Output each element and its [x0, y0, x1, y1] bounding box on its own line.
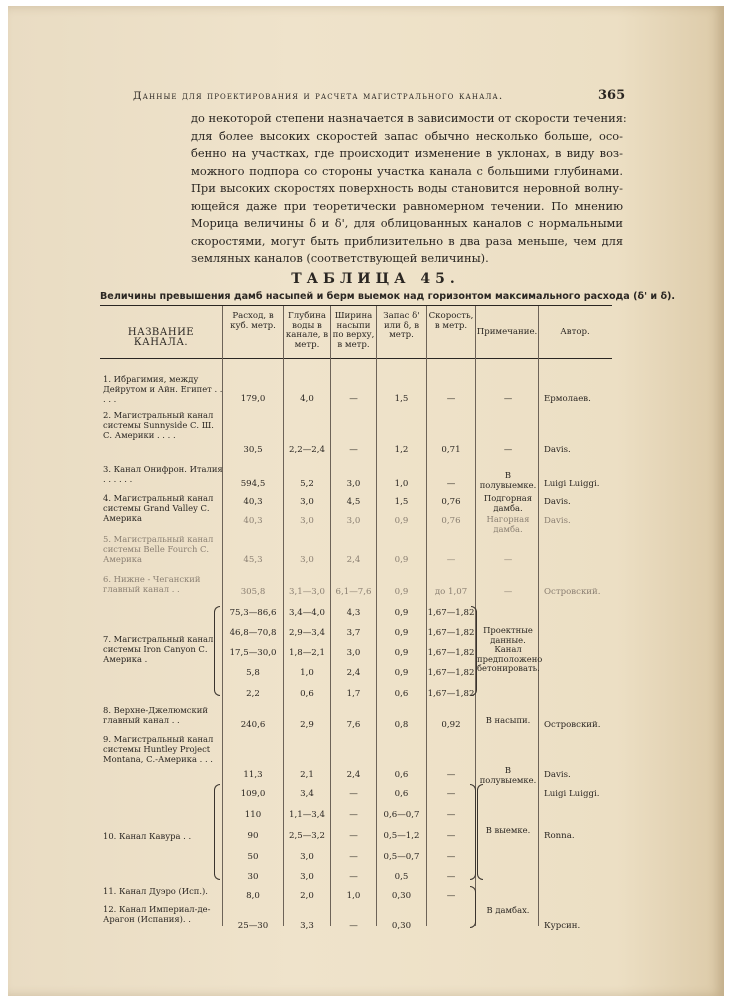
author-cell: Davis.	[544, 445, 571, 455]
page-number: 365	[598, 88, 626, 103]
freeboard-cell: 0,6	[394, 689, 409, 699]
freeboard-cell: 0,5—1,2	[383, 831, 420, 841]
width-cell: 3,0	[346, 648, 361, 658]
canal-name: 8. Верхне-Джелюмский главный канал . .	[103, 705, 208, 726]
velocity-cell: 1,67—1,82	[427, 608, 475, 618]
discharge-cell: 45,3	[243, 555, 263, 565]
freeboard-cell: 0,6—0,7	[383, 810, 420, 820]
velocity-cell: до 1,07	[434, 587, 468, 597]
header-velocity: Скорость, в метр.	[428, 311, 474, 331]
body-paragraph	[191, 110, 627, 268]
body-line: можного подпора со стороны участка канала с большими глубинами.	[191, 163, 623, 178]
velocity-cell: 0,71	[441, 445, 461, 455]
note-cell: Проектные данные. Канал предположено бетонировать.	[477, 625, 543, 674]
velocity-cell: 1,67—1,82	[427, 648, 475, 658]
depth-cell: 0,6	[300, 689, 314, 699]
row-group-brace	[214, 606, 220, 696]
body-line: скоростями, могут быть приблизительно в два раза меньше, чем для	[191, 233, 623, 248]
note-cell: В насыпи.	[485, 715, 531, 725]
velocity-cell: —	[446, 789, 456, 799]
depth-cell: 2,9—3,4	[289, 628, 325, 638]
depth-cell: 5,2	[300, 479, 314, 489]
velocity-cell: —	[446, 852, 456, 862]
width-cell: —	[349, 789, 358, 799]
depth-cell: 1,1—3,4	[289, 810, 325, 820]
header-note: Примечание.	[476, 327, 538, 337]
note-cell: В полувыемке.	[479, 470, 537, 490]
canal-name: 9. Магистральный канал системы Huntley Project Montana, С.-Америка . . .	[103, 734, 214, 765]
header-discharge: Расход, в куб. метр.	[230, 311, 276, 331]
table-title: ТАБЛИЦА 45.	[291, 271, 460, 287]
discharge-cell: 17,5—30,0	[229, 648, 277, 658]
body-line: ющейся даже при теоретически равномерном течении. По мнению	[191, 198, 623, 213]
freeboard-cell: 0,5	[394, 872, 409, 882]
width-cell: —	[349, 921, 358, 931]
freeboard-cell: 1,2	[394, 445, 409, 455]
width-cell: 7,6	[346, 720, 361, 730]
freeboard-cell: 0,9	[394, 648, 409, 658]
discharge-cell: 594,5	[240, 479, 266, 489]
freeboard-cell: 1,5	[394, 394, 409, 404]
discharge-cell: 11,3	[243, 770, 263, 780]
velocity-cell: —	[446, 770, 456, 780]
freeboard-cell: 0,9	[394, 608, 409, 618]
freeboard-cell: 0,6	[394, 770, 409, 780]
depth-cell: 3,0	[300, 872, 314, 882]
author-cell: Островский.	[544, 720, 601, 730]
author-cell: Ronna.	[544, 831, 575, 841]
body-line: до некоторой степени назначается в зависимости от скорости течения:	[191, 111, 627, 125]
width-cell: —	[349, 445, 358, 455]
depth-cell: 2,5—3,2	[289, 831, 325, 841]
depth-cell: 3,4	[300, 789, 314, 799]
freeboard-cell: 0,9	[394, 555, 409, 565]
row-group-brace	[477, 784, 483, 880]
freeboard-cell: 0,6	[394, 789, 409, 799]
author-cell: Davis.	[544, 516, 571, 526]
discharge-cell: 305,8	[240, 587, 266, 597]
author-cell: Курсин.	[544, 921, 581, 931]
freeboard-cell: 0,9	[394, 628, 409, 638]
width-cell: 2,4	[346, 555, 361, 565]
note-cell: В полувыемке.	[479, 765, 537, 785]
velocity-cell: 0,92	[441, 720, 461, 730]
depth-cell: 3,0	[300, 516, 314, 526]
note-cell: —	[503, 554, 513, 564]
velocity-cell: 0,76	[441, 497, 461, 507]
width-cell: 2,4	[346, 770, 361, 780]
depth-cell: 3,0	[300, 852, 314, 862]
width-cell: 2,4	[346, 668, 361, 678]
velocity-cell: 0,76	[441, 516, 461, 526]
discharge-cell: 2,2	[246, 689, 260, 699]
canal-name: 2. Магистральный канал системы Sunnyside С. Ш. С. Америки . . . .	[103, 410, 214, 441]
depth-cell: 3,4—4,0	[289, 608, 325, 618]
canal-name: 10. Канал Кавура . .	[103, 831, 192, 841]
note-cell: —	[503, 444, 513, 454]
freeboard-cell: 1,0	[394, 479, 409, 489]
table-header-rule	[100, 358, 612, 359]
depth-cell: 1,8—2,1	[289, 648, 325, 658]
body-line: для более высоких скоростей запас обычно несколько больше, осо-	[191, 128, 623, 143]
width-cell: —	[349, 852, 358, 862]
discharge-cell: 240,6	[240, 720, 266, 730]
author-cell: Luigi Luiggi.	[544, 479, 600, 489]
velocity-cell: —	[446, 872, 456, 882]
table-top-rule	[100, 305, 612, 306]
width-cell: —	[349, 831, 358, 841]
depth-cell: 3,1—3,0	[289, 587, 325, 597]
width-cell: 6,1—7,6	[335, 587, 372, 597]
width-cell: 1,7	[346, 689, 361, 699]
row-group-brace	[470, 784, 476, 880]
canal-name: 12. Канал Империал-де-Арагон (Испания). .	[103, 904, 211, 925]
discharge-cell: 40,3	[243, 497, 263, 507]
width-cell: 4,5	[346, 497, 361, 507]
note-cell: В дамбах.	[486, 905, 530, 915]
canal-name: 4. Магистральный канал системы Grand Valley С. Америка	[103, 493, 214, 524]
depth-cell: 1,0	[300, 668, 314, 678]
freeboard-cell: 0,30	[391, 891, 412, 901]
header-author: Автор.	[560, 327, 590, 337]
note-cell: —	[503, 586, 513, 596]
width-cell: —	[349, 872, 358, 882]
author-cell: Ермолаев.	[544, 394, 591, 404]
width-cell: —	[349, 394, 358, 404]
discharge-cell: 179,0	[240, 394, 266, 404]
discharge-cell: 109,0	[240, 789, 266, 799]
freeboard-cell: 0,5—0,7	[383, 852, 420, 862]
freeboard-cell: 1,5	[394, 497, 409, 507]
freeboard-cell: 0,9	[394, 516, 409, 526]
running-head: Данные для проектирования и расчета магистрального канала.	[133, 90, 504, 102]
body-line: Морица величины δ и δ', для облицованных каналов с нормальными	[191, 216, 623, 230]
note-cell: Нагорная дамба.	[486, 514, 530, 534]
discharge-cell: 30,5	[243, 445, 263, 455]
discharge-cell: 110	[244, 810, 262, 820]
body-line: земляных каналов (соответствующей величины).	[191, 251, 489, 265]
author-cell: Островский.	[544, 587, 601, 597]
row-group-brace	[471, 606, 477, 696]
velocity-cell: —	[446, 479, 456, 489]
canal-name: 11. Канал Дуэро (Исп.).	[103, 886, 208, 896]
note-cell: Подгорная дамба.	[483, 493, 533, 513]
depth-cell: 2,9	[300, 720, 314, 730]
velocity-cell: —	[446, 555, 456, 565]
discharge-cell: 50	[247, 852, 259, 862]
depth-cell: 2,0	[300, 891, 314, 901]
velocity-cell: 1,67—1,82	[427, 689, 475, 699]
width-cell: 3,0	[346, 516, 361, 526]
header-name: НАЗВАНИЕ КАНАЛА.	[127, 327, 195, 348]
canal-name: 6. Нижне - Чеганский главный канал . .	[103, 574, 201, 595]
header-depth: Глубина воды в канале, в метр.	[285, 311, 329, 350]
discharge-cell: 90	[247, 831, 259, 841]
book-page	[8, 6, 724, 996]
velocity-cell: 1,67—1,82	[427, 628, 475, 638]
canal-name: 7. Магистральный канал системы Iron Canyon С. Америка .	[103, 634, 214, 665]
body-line: бенно на участках, где происходит изменение в уклонах, в виду воз-	[191, 146, 623, 160]
depth-cell: 3,0	[300, 497, 314, 507]
discharge-cell: 30	[247, 872, 259, 882]
discharge-cell: 40,3	[243, 516, 263, 526]
note-cell: —	[503, 393, 513, 403]
table-subtitle: Величины превышения дамб насыпей и берм выемок над горизонтом максимального расхода (δ' и δ).	[100, 291, 676, 302]
row-group-brace	[470, 886, 476, 928]
discharge-cell: 46,8—70,8	[229, 628, 277, 638]
width-cell: —	[349, 810, 358, 820]
width-cell: 3,7	[346, 628, 361, 638]
discharge-cell: 5,8	[246, 668, 260, 678]
freeboard-cell: 0,8	[394, 720, 409, 730]
discharge-cell: 25—30	[237, 921, 269, 931]
velocity-cell: —	[446, 891, 456, 901]
velocity-cell: 1,67—1,82	[427, 668, 475, 678]
discharge-cell: 75,3—86,6	[229, 608, 277, 618]
note-cell: В выемке.	[485, 825, 531, 835]
depth-cell: 3,0	[300, 555, 314, 565]
freeboard-cell: 0,9	[394, 668, 409, 678]
author-cell: Davis.	[544, 497, 571, 507]
author-cell: Luigi Luiggi.	[544, 789, 600, 799]
canal-name: 3. Канал Онифрон. Италия . . . . . .	[103, 464, 223, 485]
body-line: При высоких скоростях поверхность воды становится неровной волну-	[191, 181, 623, 195]
depth-cell: 4,0	[300, 394, 314, 404]
width-cell: 3,0	[346, 479, 361, 489]
depth-cell: 3,3	[300, 921, 314, 931]
width-cell: 1,0	[346, 891, 361, 901]
canal-name: 5. Магистральный канал системы Belle Fourch С. Америка	[103, 534, 214, 565]
freeboard-cell: 0,9	[394, 587, 409, 597]
velocity-cell: —	[446, 831, 456, 841]
row-group-brace	[214, 784, 220, 880]
depth-cell: 2,2—2,4	[289, 445, 325, 455]
velocity-cell: —	[446, 810, 456, 820]
depth-cell: 2,1	[300, 770, 314, 780]
velocity-cell: —	[446, 394, 456, 404]
header-freeboard: Запас δ' или δ, в метр.	[383, 311, 420, 341]
freeboard-cell: 0,30	[391, 921, 412, 931]
author-cell: Davis.	[544, 770, 571, 780]
header-width: Ширина насыпи по верху, в метр.	[332, 311, 375, 350]
canal-name: 1. Ибрагимия, между Дейрутом и Айн. Египет . . . . .	[103, 374, 223, 405]
discharge-cell: 8,0	[246, 891, 260, 901]
width-cell: 4,3	[346, 608, 361, 618]
